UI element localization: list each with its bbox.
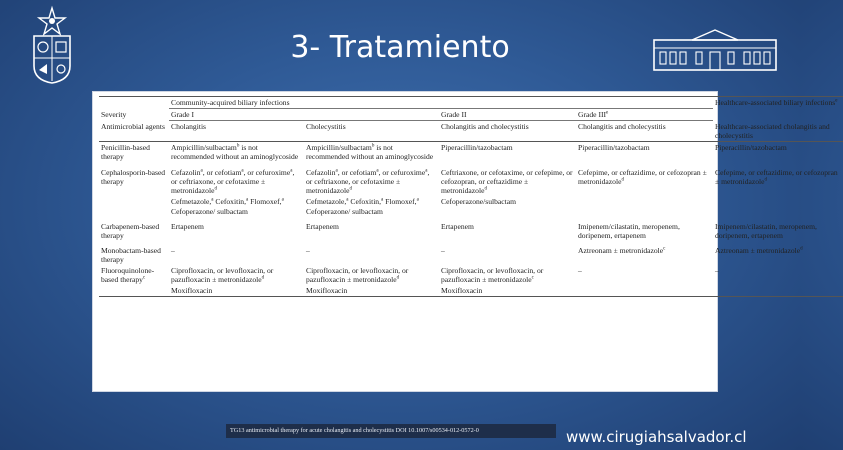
row-label [99,265,169,285]
table-cell: – [715,266,719,276]
footnote-marker: c [531,275,534,281]
cell-text: Flomoxef, [385,197,417,207]
antimicrobial-table-image [92,91,838,392]
footnote-marker: d [261,275,265,281]
cell-text: Cefmetazole, [306,197,347,207]
cell-text: Ciprofloxacin, or levofloxacin, or pazufloxacin ± metronidazole [441,266,544,285]
cell-text: Cefazolin [171,168,201,178]
table-row [99,196,843,216]
table-cell: Moxifloxacin [304,285,439,297]
cell-text: Cefoxitin, [348,197,381,207]
table-cell [304,141,439,162]
cell-text: , or [378,168,389,178]
cell-text: Cefoperazone/ sulbactam [171,206,248,216]
table-cell: – [578,266,582,276]
cholecystitis-header: Cholecystitis [304,121,439,142]
cell-text: cefuroxime [255,168,291,178]
table-cell: Cefoperazone/sulbactam [441,197,517,207]
citation-caption: TG13 antimicrobial therapy for acute cholangitis and cholecystitis DOI 10.1007/s00534-012-0572-0 [226,424,556,438]
table-cell: – [171,245,175,255]
cell-text: Flomoxef, [250,197,282,207]
row-label: Carbapenem-based therapy [101,221,160,240]
grade-3-header [576,109,713,121]
healthcare-associated-header [713,97,843,109]
footnote-marker: a [281,197,284,203]
website-url: www.cirugiahsalvador.cl [566,428,747,446]
cell-text: , or cefotiam [202,168,242,178]
table-cell [713,241,843,265]
table-cell [169,141,304,162]
table-cell: Ertapenem [441,221,474,231]
table-header-row [99,97,843,109]
table-cell [439,162,576,196]
table-cell: Imipenem/cilastatin, meropenem, doripenem, ertapenem [715,221,817,240]
cell-text: is not recommended without an aminoglycoside [306,142,434,162]
antimicrobial-therapy-table [99,96,843,297]
footnote-marker: a [241,168,244,174]
table-cell [576,241,713,265]
footnote-marker: d [349,186,352,192]
footnote-marker: e [606,110,609,116]
table-cell: Piperacillin/tazobactam [578,142,650,152]
table-row [99,162,843,196]
cell-text: Cefoperazone/ sulbactam [306,206,383,216]
footnote-marker: a [376,168,379,174]
grade-1-header: Grade I [169,109,439,121]
footnote-marker: b [236,143,240,149]
footnote-marker: a [416,197,419,203]
footnote-marker: a [246,197,249,203]
table-cell: Piperacillin/tazobactam [441,142,513,152]
table-cell [439,265,576,285]
cell-text: cefuroxime [390,168,426,178]
cell-text: Cefepime, or ceftazidime, or cefozopran ± metronidazole [715,168,838,187]
footnote-marker: c [663,246,666,252]
table-cell: – [441,245,445,255]
footnote-marker: d [484,186,487,192]
table-cell: Moxifloxacin [439,285,576,297]
table-cell [713,162,843,196]
table-cell [169,196,304,216]
grade-2-header: Grade II [439,109,576,121]
cell-text: Aztreonam ± metronidazole [578,245,664,255]
community-acquired-header: Community-acquired biliary infections [169,97,713,109]
footnote-marker: a [211,197,214,203]
cell-text: Ceftriaxone, or cefotaxime, or cefepime, or cefozopran, or ceftazidime ± metronidazole [441,168,573,196]
table-cell: – [306,245,310,255]
table-cell: Moxifloxacin [169,285,304,297]
table-row [99,141,843,162]
cell-text: Cefoxitin, [213,197,246,207]
table-cell: Ertapenem [171,221,204,231]
table-header-row [99,121,843,142]
footnote-marker: d [800,246,803,252]
footnote-marker: d [621,177,624,183]
cell-text: Ciprofloxacin, or levofloxacin, or pazufloxacin ± metronidazole [306,266,409,285]
cell-text: Cefazolin [306,168,336,178]
table-cell [169,265,304,285]
footnote-marker: e [835,98,838,104]
footnote-marker: a [346,197,349,203]
slide-title: 3- Tratamiento [290,30,510,65]
cell-text: cefotaxime ± metronidazole [306,177,401,196]
cell-text: , or cefotiam [337,168,377,178]
cell-text: , or [243,168,254,178]
cell-text: Cefmetazole, [171,197,212,207]
footnote-marker: a [381,197,384,203]
cell-text: Aztreonam ± metronidazole [715,245,801,255]
table-cell [304,265,439,285]
table-row [99,285,843,297]
table-row [99,241,843,265]
footnote-marker: c [142,275,146,281]
cell-text: Ciprofloxacin, or levofloxacin, or pazufloxacin ± metronidazole [171,266,274,285]
antimicrobial-agents-header: Antimicrobial agents [99,121,169,142]
row-label: Monobactam-based therapy [101,245,161,265]
cell-text: Cefepime, or ceftazidime, or cefozopran ± metronidazole [578,168,707,187]
footnote-marker: a [425,168,428,174]
cell-text: , or ceftriaxone, or [171,168,295,187]
cell-text: , or ceftriaxone, or [306,168,430,187]
table-cell [576,162,713,196]
grade-3-subheader: Cholangitis and cholecystitis [576,121,713,142]
table-cell [304,162,439,196]
cell-text: Healthcare-associated biliary infections [715,98,836,107]
cell-text: Grade III [578,110,607,120]
row-label: Penicillin-based therapy [101,142,150,162]
table-cell: Imipenem/cilastatin, meropenem, doripenem, ertapenem [578,221,680,240]
table-cell [169,162,304,196]
table-header-row [99,109,843,121]
cell-text: is not recommended without an aminoglycoside [171,142,299,162]
footnote-marker: d [764,177,768,183]
table-row [99,217,843,241]
cell-text: cefotaxime ± metronidazole [171,177,266,196]
table-row [99,265,843,285]
table-cell: Piperacillin/tazobactam [715,142,787,152]
severity-header: Severity [101,109,127,119]
grade-2-subheader: Cholangitis and cholecystitis [439,121,576,142]
footnote-marker: d [396,275,400,281]
footnote-marker: a [200,168,203,174]
row-label: Cephalosporin-based therapy [101,168,166,187]
cell-text: Fluoroquinolone-based therapy [101,266,155,285]
healthcare-subheader: Healthcare-associated cholangitis and cholecystitis [713,121,843,142]
footnote-marker: b [371,143,375,149]
cell-text: Ampicillin/sulbactam [306,142,372,152]
cholangitis-header: Cholangitis [169,121,304,142]
cell-text: Ampicillin/sulbactam [171,142,237,152]
footnote-marker: a [290,168,293,174]
footnote-marker: d [214,186,217,192]
table-cell: Ertapenem [306,221,339,231]
table-cell [304,196,439,216]
footnote-marker: a [335,168,338,174]
